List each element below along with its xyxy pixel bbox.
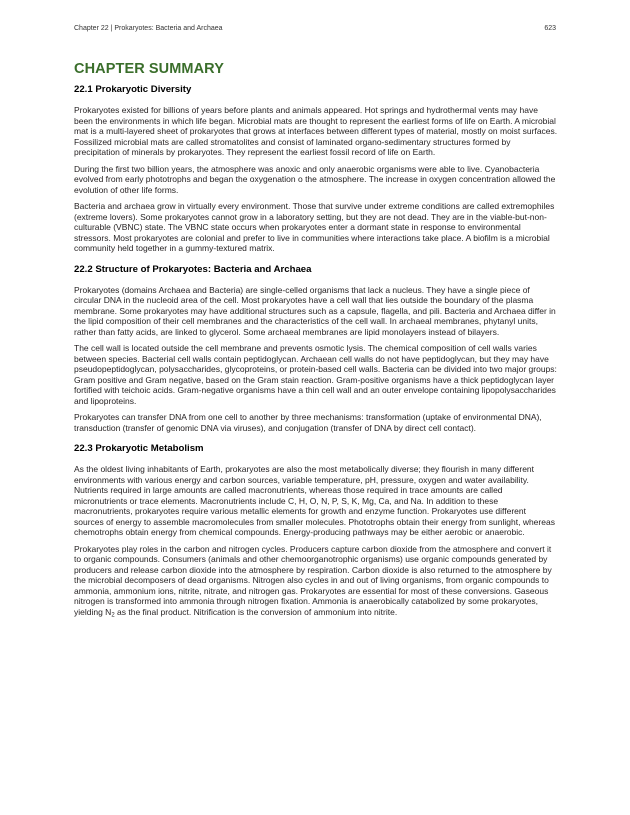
section-heading-structure-of-prokaryotes: 22.2 Structure of Prokaryotes: Bacteria and Archaea <box>74 263 312 275</box>
paragraph-text-after: as the final product. Nitrification is the conversion of ammonium into nitrite. <box>114 606 398 617</box>
paragraph-text: Prokaryotes play roles in the carbon and nitrogen cycles. Producers capture carbon dioxide from the atmosphere and convert it to organic compounds. Consumers (animals and other chemoorganotrophic organisms) use organic compounds generated by producers and release carbon dioxide into the atmosphere by respiration. Carbon dioxide is also returned to the atmosphere by the microbial decomposers of dead organisms. Nitrogen also cycles in and out of living organisms, from organic compounds to ammonia, ammonium ions, nitrite, nitrate, and nitrogen gas. Prokaryotes are essential for most of these conversions. Gaseous nitrogen is transformed into ammonia through nitrogen fixation. Ammonia is anaerobically catabolized by some prokaryotes, yielding N <box>74 543 552 617</box>
paragraph-with-subscript <box>74 544 558 618</box>
section-heading-prokaryotic-metabolism: 22.3 Prokaryotic Metabolism <box>74 443 204 454</box>
paragraph: Prokaryotes can transfer DNA from one cell to another by three mechanisms: transformation (uptake of environmental DNA), transduction (transfer of genomic DNA via viruses), and conjugation (transfer of DNA by direct cell contact). <box>74 412 542 433</box>
paragraph: The cell wall is located outside the cell membrane and prevents osmotic lysis. The chemical composition of cell walls varies between species. Bacterial cell walls contain peptidoglycan. Archaean cell walls do not have peptidoglycan, but they may have pseudopeptidoglycan, polysaccharides, glycoproteins, or protein-based cell walls. Bacteria can be divided into two major groups: Gram positive and Gram negative, based on the Gram stain reaction. Gram-positive organisms have a thick peptidoglycan layer fortified with teichoic acids. Gram-negative organisms have a thin cell wall and an outer envelope containing lipopolysaccharides and lipoproteins. <box>74 343 557 406</box>
chapter-summary-title: CHAPTER SUMMARY <box>74 61 224 77</box>
paragraph: Prokaryotes existed for billions of years before plants and animals appeared. Hot springs and hydrothermal vents may have been the environments in which life began. Microbial mats are thought to represent the earliest forms of life on Earth. A microbial mat is a multi-layered sheet of prokaryotes that grows at interfaces between different types of material, mostly on moist surfaces. Fossilized microbial mats are called stromatolites and consist of laminated organo-sedimentary structures formed by precipitation of minerals by prokaryotes. They represent the earliest fossil record of life on Earth. <box>74 105 558 157</box>
page-number: 623 <box>544 25 556 32</box>
paragraph: Prokaryotes (domains Archaea and Bacteria) are single-celled organisms that lack a nucleus. They have a single piece of circular DNA in the nucleoid area of the cell. Most prokaryotes have a cell wall that lies outside the boundary of the plasma membrane. Some prokaryotes may have additional structures such as a capsule, flagella, and pili. Bacteria and Archaea differ in the lipid composition of their cell membranes and the characteristics of the cell wall. In archaeal membranes, phytanyl units, rather than fatty acids, are linked to glycerol. Some archaeal membranes are lipid monolayers instead of bilayers. <box>74 284 556 337</box>
subscript: 2 <box>111 612 115 618</box>
running-title: Chapter 22 | Prokaryotes: Bacteria and Archaea <box>74 25 223 32</box>
paragraph: As the oldest living inhabitants of Earth, prokaryotes are also the most metabolically diverse; they flourish in many different environments with various energy and carbon sources, variable temperature, pH, pressure, oxygen and water availability. Nutrients required in large amounts are called macronutrients, whereas those required in trace amounts are called micronutrients or trace elements. Macronutrients include C, H, O, N, P, S, K, Mg, Ca, and Na. In addition to these macronutrients, prokaryotes require various metallic elements for growth and enzyme function. Prokaryotes use different sources of energy to assemble macromolecules from smaller molecules. Phototrophs obtain their energy from sunlight, whereas chemotrophs obtain energy from chemical compounds. Energy-producing pathways may be either aerobic or anaerobic. <box>74 464 555 537</box>
page-header <box>74 25 556 37</box>
section-heading-prokaryotic-diversity: 22.1 Prokaryotic Diversity <box>74 84 192 95</box>
chapter-summary <box>74 59 558 623</box>
paragraph: Bacteria and archaea grow in virtually every environment. Those that survive under extreme conditions are called extremophiles (extreme lovers). Some prokaryotes cannot grow in a laboratory setting, but they are not dead. They are in the viable-but-non-culturable (VBNC) state. The VBNC state occurs when prokaryotes enter a dormant state in response to environmental stressors. Most prokaryotes are colonial and prefer to live in communities where interactions take place. A biofilm is a microbial community held together in a gummy-textured matrix. <box>74 201 555 253</box>
paragraph: During the first two billion years, the atmosphere was anoxic and only anaerobic organisms were able to live. Cyanobacteria evolved from early phototrophs and began the oxygenation o the atmosphere. The increase in oxygen concentration allowed the evolution of other life forms. <box>74 163 556 195</box>
